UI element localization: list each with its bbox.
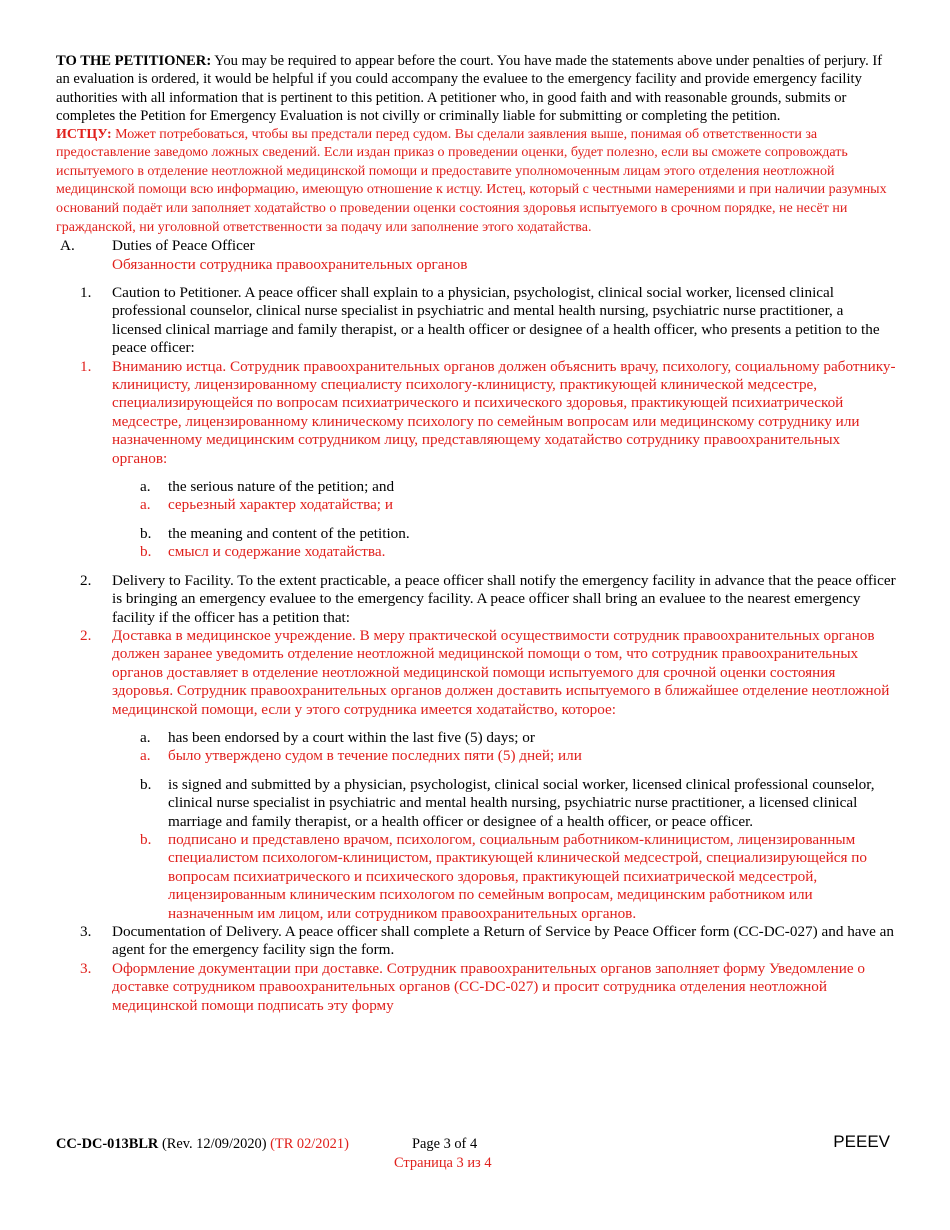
item-text-ru: Вниманию истца. Сотрудник правоохранительных органов должен объяснить врачу, психологу, социальному работнику-клиницисту, лицензированному специалисту психологу-клиницисту, практикующей клинической медсестре, специализирующейся по вопросам психиатрического и психического здоровья, практикующей психиатрической медсестре, лицензированному клиническому психологу по семейным вопросам или медицинскому сотруднику или назначенному медицинским сотрудником лицу, представляющему ходатайство сотруднику правоохранительных органов: — [112, 357, 896, 467]
sub-text-ru: подписано и представлено врачом, психологом, социальным работником-клиницистом, лицензированным специалистом психологом-клиницистом, практикующей клинической медсестрой, специализирующейся по вопросам психиатрического и психического здоровья, практикующей психиатрической медсестрой, лицензированным клиническим психологом по семейным вопросам, медицинским работником или назначенным им лицом, или сотрудником правоохранительных органов. — [168, 830, 867, 922]
sub-letter: b. — [140, 830, 152, 848]
petitioner-notice-text-ru: Может потребоваться, чтобы вы предстали перед судом. Вы сделали заявления выше, понимая об ответственности за предоставление заведомо ложных сведений. Если издан приказ о проведении оценки, будет полезно, если вы сможете сопровождать испытуемого в отделение неотложной медицинской помощи и предоставите уполномоченным лицам этого отделения неотложной медицинской помощи всю информацию, имеющую отношение к истцу. Истец, который с честными намерениями и при наличии разумных оснований подаёт или заполняет ходатайство о проведении оценки состояния здоровья испытуемого в срочном порядке, не несёт ни гражданской, ни уголовной ответственности за подачу или заполнение этого ходатайства. — [56, 126, 887, 235]
petitioner-notice-en — [56, 52, 896, 126]
page-number-ru: Страница 3 из 4 — [394, 1155, 492, 1171]
item-text-en: Delivery to Facility. To the extent practicable, a peace officer shall notify the emergency facility in advance that the peace officer is bringing an emergency evaluee to the emergency facility. A peace officer shall bring an evaluee to the nearest emergency facility if the officer has a petition that: — [112, 571, 896, 626]
section-a-heading — [56, 237, 896, 255]
petitioner-notice-ru — [56, 126, 896, 238]
item-1a-ru — [140, 496, 896, 514]
sub-text-en: is signed and submitted by a physician, psychologist, clinical social worker, licensed clinical professional counselor, clinical nurse specialist in psychiatric and mental health nursing, psychiatric nurse practitioner, a licensed clinical marriage and family therapist, or a health officer or designee of a health officer, or peace officer. — [168, 775, 875, 830]
item-2-ru — [56, 627, 896, 719]
item-1b-ru — [140, 543, 896, 561]
section-a-title-ru: Обязанности сотрудника правоохранительных органов — [112, 255, 468, 273]
item-number: 2. — [80, 571, 92, 589]
item-1a-en — [140, 478, 896, 496]
item-2b-ru — [140, 831, 896, 923]
sub-letter: a. — [140, 478, 151, 496]
item-number: 3. — [80, 923, 92, 940]
sub-letter: a. — [140, 728, 151, 746]
item-3-en — [56, 923, 896, 960]
item-number: 1. — [80, 284, 92, 301]
petitioner-notice-label-en: TO THE PETITIONER: — [56, 53, 212, 69]
sub-letter: a. — [140, 747, 151, 765]
sub-text-en: the serious nature of the petition; and — [168, 478, 395, 496]
sub-letter: a. — [140, 496, 151, 514]
item-text-en: Caution to Petitioner. A peace officer shall explain to a physician, psychologist, clinical social worker, licensed clinical professional counselor, clinical nurse specialist in psychiatric and mental health nursing, psychiatric nurse practitioner, a licensed clinical marriage and family therapist, or a health officer or designee of a health officer, who presents a petition to the peace officer: — [112, 284, 880, 357]
petitioner-notice-text-en: You may be required to appear before the court. You have made the statements above under penalties of perjury. If an evaluation is ordered, it would be helpful if you could accompany the evaluee to the emergency facility and provide emergency facility authorities with all information that is pertinent to this petition. A petitioner who, in good faith and with reasonable grounds, submits or completes the Petition for Emergency Evaluation is not civilly or criminally liable for submitting or completing the petition. — [56, 53, 883, 125]
section-a-heading-ru — [56, 256, 896, 274]
item-2a-en — [140, 729, 896, 747]
sub-letter: b. — [140, 543, 152, 561]
item-text-ru: Оформление документации при доставке. Сотрудник правоохранительных органов заполняет форму Уведомление о доставке сотрудником правоохранительных органов (CC-DC-027) и просит сотрудника отделения неотложной медицинской помощи подписать эту форму — [112, 959, 865, 1014]
section-a-title-en: Duties of Peace Officer — [112, 237, 255, 255]
item-1-en — [56, 284, 896, 358]
item-number: 2. — [80, 626, 92, 644]
section-a-letter: A. — [60, 237, 75, 255]
page-footer — [56, 1132, 896, 1176]
translation-revision: (TR 02/2021) — [266, 1136, 349, 1152]
item-2b-en — [140, 776, 896, 831]
sub-text-ru: было утверждено судом в течение последних пяти (5) дней; или — [168, 747, 582, 765]
item-number: 3. — [80, 959, 92, 977]
page-number-en: Page 3 of 4 — [412, 1136, 478, 1152]
sub-letter: b. — [140, 524, 152, 542]
item-text-ru: Доставка в медицинское учреждение. В меру практической осуществимости сотрудник правоохранительных органов должен заранее уведомить отделение неотложной медицинской помощи о том, что сотрудник правоохранительных органов доставляет в отделение неотложной медицинской помощи испытуемого для срочной оценки состояния здоровья. Сотрудник правоохранительных органов должен доставить испытуемого в ближайшее отделение неотложной медицинской помощи, если у этого сотрудника имеется ходатайство, которое: — [112, 626, 890, 718]
item-2a-ru — [140, 747, 896, 765]
sub-text-en: has been endorsed by a court within the last five (5) days; or — [168, 728, 535, 746]
document-page — [56, 52, 896, 1015]
sub-text-en: the meaning and content of the petition. — [168, 524, 410, 542]
item-1b-en — [140, 525, 896, 543]
form-identifier — [56, 1136, 349, 1153]
item-1-ru — [56, 358, 896, 468]
item-2-en — [56, 572, 896, 627]
form-number: CC-DC-013BLR — [56, 1136, 159, 1152]
sub-letter: b. — [140, 775, 152, 793]
sub-text-ru: серьезный характер ходатайства; и — [168, 496, 393, 514]
item-number: 1. — [80, 357, 92, 375]
form-code: PEEEV — [833, 1132, 890, 1151]
sub-text-ru: смысл и содержание ходатайства. — [168, 543, 386, 561]
petitioner-notice-label-ru: ИСТЦУ: — [56, 126, 112, 142]
item-3-ru — [56, 960, 896, 1015]
item-text-en: Documentation of Delivery. A peace officer shall complete a Return of Service by Peace Officer form (CC-DC-027) and have an agent for the emergency facility sign the form. — [112, 923, 895, 959]
form-revision: (Rev. 12/09/2020) — [158, 1136, 267, 1152]
